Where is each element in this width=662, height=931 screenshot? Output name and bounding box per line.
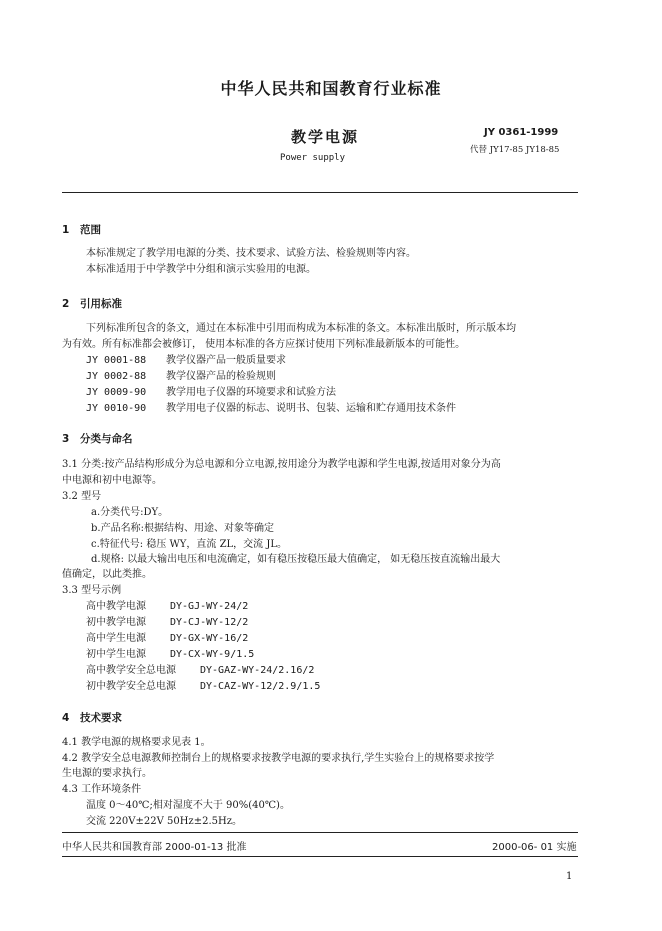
paragraph-line: 4.2 教学安全总电源教师控制台上的规格要求按教学电源的要求执行,学生实验台上的规格要求按学 [62, 753, 495, 764]
model-name: 高中教学电源 [86, 601, 146, 612]
reference-item [86, 354, 286, 368]
model-name: 高中教学安全总电源 [86, 665, 176, 676]
model-example [86, 616, 248, 630]
reference-code: JY 0010-90 [86, 403, 147, 414]
list-item: a.分类代号:DY。 [91, 507, 169, 518]
reference-title: 教学仪器产品的检验规则 [166, 371, 276, 382]
model-name: 初中教学电源 [86, 617, 146, 628]
reference-item [86, 386, 336, 400]
model-code: DY-GAZ-WY-24/2.16/2 [200, 665, 315, 676]
model-example [86, 680, 320, 694]
section-title: 范围 [80, 224, 101, 236]
list-item: b.产品名称:根据结构、用途、对象等确定 [91, 523, 274, 534]
paragraph-line: 4.1 教学电源的规格要求见表 1。 [62, 737, 211, 748]
paragraph-line: 3.1 分类:按产品结构形成分为总电源和分立电源,按用途分为教学电源和学生电源,按适用对象分为高 [62, 459, 501, 470]
reference-title: 教学用电子仪器的标志、说明书、包装、运输和贮存通用技术条件 [166, 403, 456, 414]
document-title-english: Power supply [280, 153, 346, 163]
section-4-heading [62, 710, 122, 725]
footer-divider [62, 832, 578, 833]
list-item: 交流 220V±22V 50Hz±2.5Hz。 [86, 816, 242, 827]
section-title: 引用标准 [80, 298, 122, 310]
model-example [86, 664, 314, 678]
section-title: 技术要求 [80, 712, 122, 724]
paragraph-line: 本标准适用于中学教学中分组和演示实验用的电源。 [86, 264, 316, 275]
organization-title: 中华人民共和国教育行业标准 [220, 79, 442, 98]
section-number: 2 [62, 298, 70, 310]
reference-item [86, 402, 456, 416]
section-2-heading [62, 296, 122, 311]
approval-info: 中华人民共和国教育部 2000-01-13 批准 [62, 842, 247, 853]
paragraph-line: 本标准规定了教学用电源的分类、技术要求、试验方法、检验规则等内容。 [86, 248, 416, 259]
reference-code: JY 0009-90 [86, 387, 147, 398]
reference-code: JY 0002-88 [86, 371, 147, 382]
model-example [86, 632, 248, 646]
section-1-heading [62, 222, 101, 237]
model-example [86, 648, 254, 662]
subsection-heading: 3.3 型号示例 [62, 585, 122, 596]
reference-title: 教学用电子仪器的环境要求和试验方法 [166, 387, 336, 398]
section-number: 3 [62, 433, 70, 445]
paragraph-line: 中电源和初中电源等。 [62, 475, 162, 486]
model-code: DY-CAZ-WY-12/2.9/1.5 [200, 681, 321, 692]
paragraph-line: 下列标准所包含的条文，通过在本标准中引用而构成为本标准的条文。本标准出版时，所示版本均 [86, 323, 516, 334]
section-3-heading [62, 431, 133, 446]
footer-bottom-divider [62, 856, 578, 857]
list-item: c.特征代号: 稳压 WY，直流 ZL，交流 JL。 [91, 539, 287, 550]
standard-code: JY 0361-1999 [484, 127, 559, 138]
model-code: DY-GJ-WY-24/2 [170, 601, 249, 612]
model-name: 初中教学安全总电源 [86, 681, 176, 692]
reference-item [86, 370, 276, 384]
paragraph-line: 为有效。所有标准都会被修订， 使用本标准的各方应探讨使用下列标准最新版本的可能性。 [62, 339, 466, 350]
implementation-date: 2000-06- 01 实施 [492, 842, 577, 853]
model-name: 高中学生电源 [86, 633, 146, 644]
replaced-standards: 代替 JY17-85 JY18-85 [470, 145, 560, 155]
paragraph-line: 值确定，以此类推。 [62, 569, 152, 580]
page-number: 1 [566, 871, 573, 882]
list-item: 温度 0～40℃;相对湿度不大于 90%(40℃)。 [86, 800, 290, 811]
model-name: 初中学生电源 [86, 649, 146, 660]
list-item: d.规格: 以最大输出电压和电流确定，如有稳压按稳压最大值确定， 如无稳压按直流输出最大 [91, 554, 501, 565]
reference-code: JY 0001-88 [86, 355, 147, 366]
model-code: DY-GX-WY-16/2 [170, 633, 249, 644]
model-code: DY-CX-WY-9/1.5 [170, 649, 255, 660]
header-divider [62, 192, 578, 193]
model-code: DY-CJ-WY-12/2 [170, 617, 249, 628]
subsection-heading: 3.2 型号 [62, 491, 102, 502]
model-example [86, 600, 248, 614]
section-title: 分类与命名 [80, 433, 133, 445]
subsection-heading: 4.3 工作环境条件 [62, 784, 142, 795]
section-number: 1 [62, 224, 70, 236]
reference-title: 教学仪器产品一般质量要求 [166, 355, 286, 366]
section-number: 4 [62, 712, 70, 724]
paragraph-line: 生电源的要求执行。 [62, 768, 152, 779]
document-title: 教学电源 [291, 128, 360, 146]
